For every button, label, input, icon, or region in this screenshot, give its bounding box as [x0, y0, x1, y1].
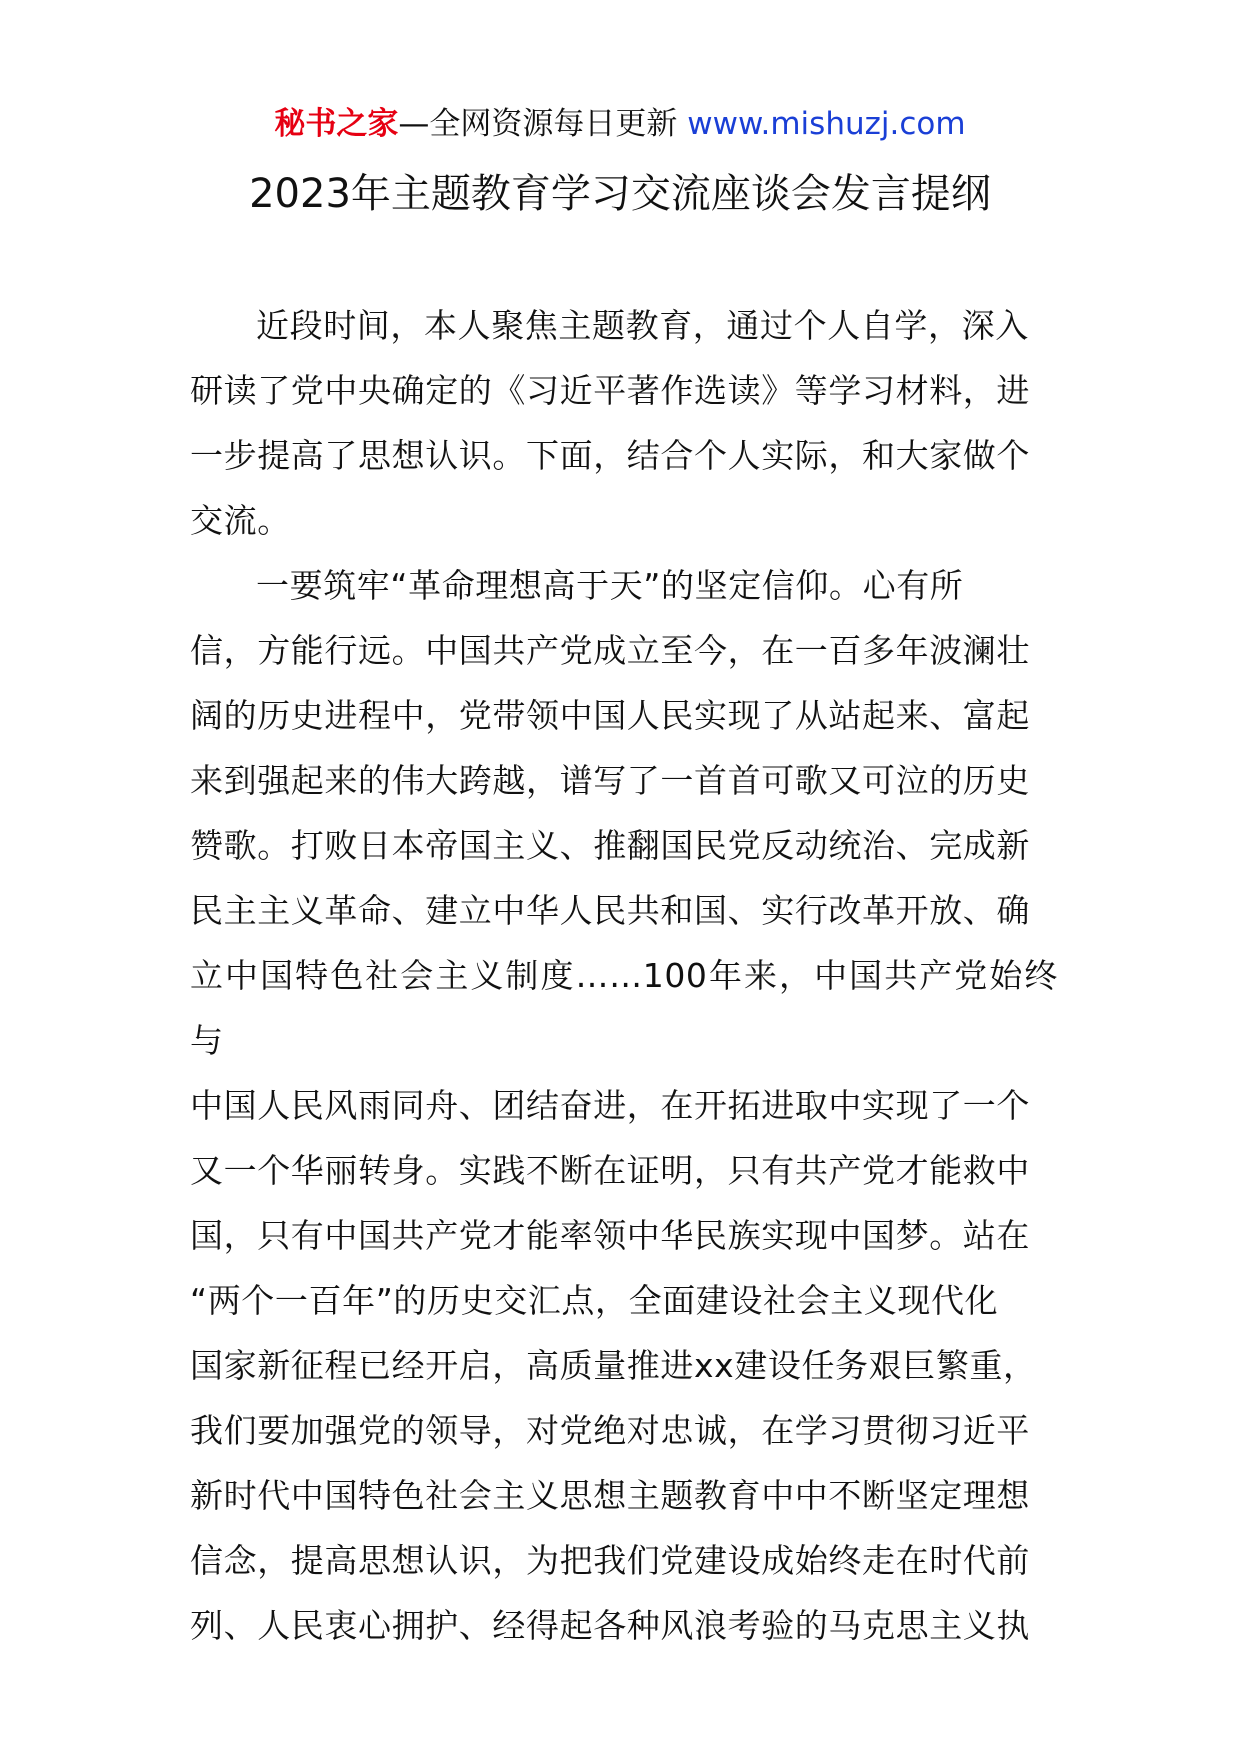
site-banner	[0, 102, 1240, 146]
brand-name: 秘书之家	[274, 106, 399, 142]
paragraph-point-one: 一要筑牢“革命理想高于天”的坚定信仰。心有所 信，方能行远。中国共产党成立至今，在一百多年波澜壮 阔的历史进程中，党带领中国人民实现了从站起来、富起 来到强起来的伟大跨越，谱写了一首首可歌又可泣的历史 赞歌。打败日本帝国主义、推翻国民党反动统治、完成新 民主主义革命、建立中华人民共和国、实行改革开放、确 立中国特色社会主义制度……100年来，中国共产党始终与 中国人民风雨同舟、团结奋进，在开拓进取中实现了一个 又一个华丽转身。实践不断在证明，只有共产党才能救中 国，只有中国共产党才能率领中华民族实现中国梦。站在 “两个一百年”的历史交汇点，全面建设社会主义现代化 国家新征程已经开启，高质量推进xx建设任务艰巨繁重， 我们要加强党的领导，对党绝对忠诚，在学习贯彻习近平 新时代中国特色社会主义思想主题教育中中不断坚定理想 信念，提高思想认识，为把我们党建设成始终走在时代前 列、人民衷心拥护、经得起各种风浪考验的马克思主义执	[190, 566, 1058, 1645]
paragraph-intro: 近段时间，本人聚焦主题教育，通过个人自学，深入 研读了党中央确定的《习近平著作选读》等学习材料，进 一步提高了思想认识。下面，结合个人实际，和大家做个 交流。	[190, 306, 1030, 540]
document-body	[190, 293, 1058, 1658]
banner-tagline: —全网资源每日更新	[398, 106, 688, 142]
site-url-link[interactable]: www.mishuzj.com	[687, 106, 966, 142]
document-title: 2023年主题教育学习交流座谈会发言提纲	[249, 171, 991, 217]
